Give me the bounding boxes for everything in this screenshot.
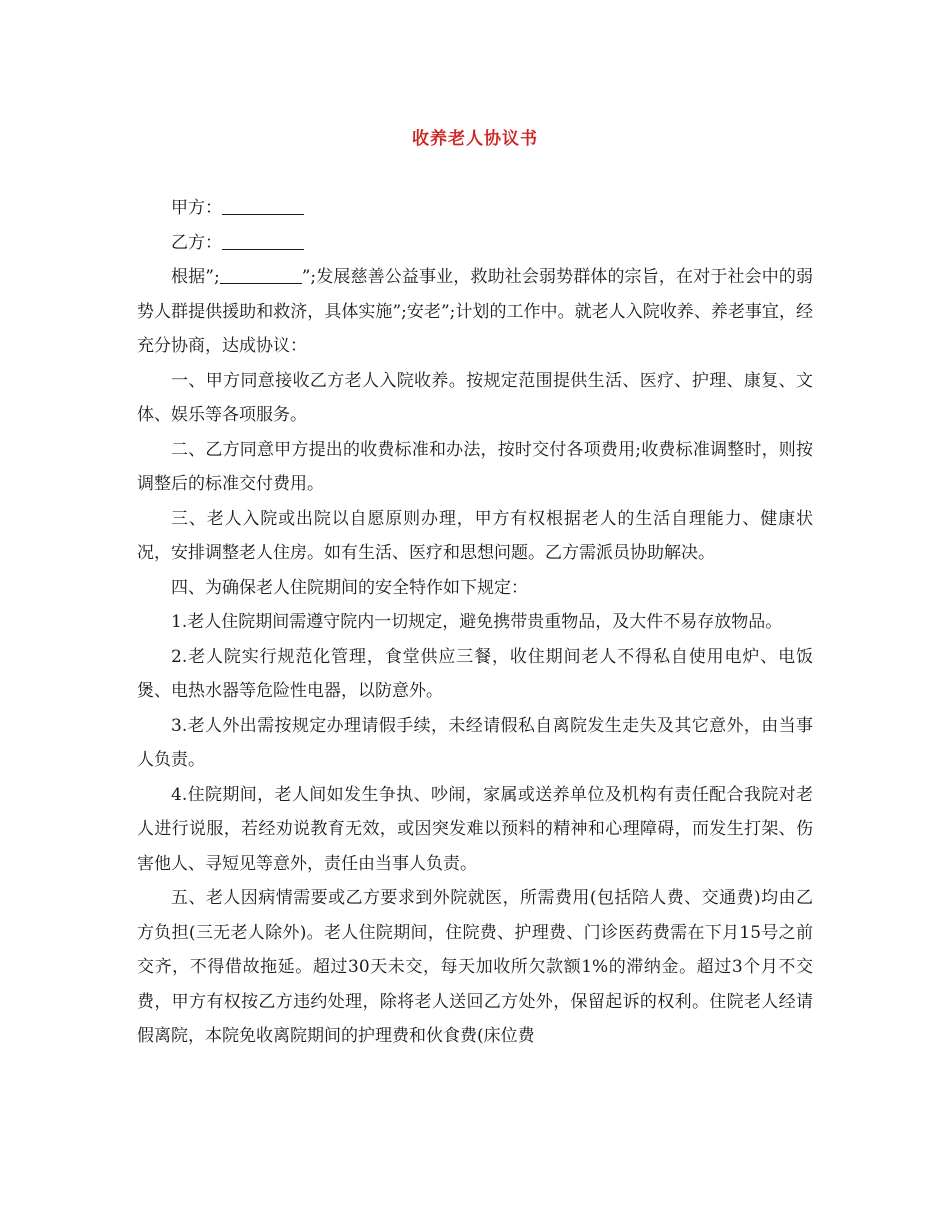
document-title: 收养老人协议书 — [412, 129, 538, 149]
clause-4: 四、为确保老人住院期间的安全特作如下规定： — [171, 577, 528, 598]
preamble-start: 根据”; — [171, 267, 220, 287]
clause-2: 二、乙方同意甲方提出的收费标准和办法，按时交付各项费用;收费标准调整时，则按调整后的标准交付费用。 — [137, 439, 813, 494]
preamble-blank — [220, 267, 302, 284]
party-b-label: 乙方： — [171, 232, 222, 253]
clause-5: 五、老人因病情需要或乙方要求到外院就医，所需费用(包括陪人费、交通费)均由乙方负担(三无老人除外)。老人住院期间，住院费、护理费、门诊医药费需在下月15号之前交齐，不得借故拖延。超过30天未交，每天加收所欠款额1%的滞纳金。超过3个月不交费，甲方有权按乙方违约处理，除将老人送回乙方处外，保留起诉的权利。住院老人经请假离院，本院免收离院期间的护理费和伙食费(床位费 — [137, 888, 813, 1046]
party-b-blank — [222, 233, 304, 250]
rule-1: 1.老人住院期间需遵守院内一切规定，避免携带贵重物品，及大件不易存放物品。 — [171, 612, 783, 632]
clause-3: 三、老人入院或出院以自愿原则办理，甲方有权根据老人的生活自理能力、健康状况，安排调整老人住房。如有生活、医疗和思想问题。乙方需派员协助解决。 — [137, 508, 813, 563]
rule-4: 4.住院期间，老人间如发生争执、吵闹，家属或送养单位及机构有责任配合我院对老人进行说服，若经劝说教育无效，或因突发难以预料的精神和心理障碍，而发生打架、伤害他人、寻短见等意外，责任由当事人负责。 — [137, 784, 813, 874]
document-body — [137, 191, 813, 1054]
rule-2: 2.老人院实行规范化管理，食堂供应三餐，收住期间老人不得私自使用电炉、电饭煲、电热水器等危险性电器，以防意外。 — [137, 646, 813, 701]
party-a-blank — [222, 198, 304, 215]
party-a-label: 甲方： — [171, 198, 222, 218]
paragraph-preamble — [137, 260, 813, 364]
clause-1: 一、甲方同意接收乙方老人入院收养。按规定范围提供生活、医疗、护理、康复、文体、娱乐等各项服务。 — [137, 370, 813, 425]
rule-3: 3.老人外出需按规定办理请假手续，未经请假私自离院发生走失及其它意外，由当事人负责。 — [137, 715, 813, 770]
party-a-line — [137, 191, 813, 226]
party-b-line — [137, 226, 813, 261]
preamble-rest: ”;发展慈善公益事业，救助社会弱势群体的宗旨，在对于社会中的弱势人群提供援助和救济，具体实施”;安老”;计划的工作中。就老人入院收养、养老事宜，经充分协商，达成协议： — [137, 267, 813, 356]
